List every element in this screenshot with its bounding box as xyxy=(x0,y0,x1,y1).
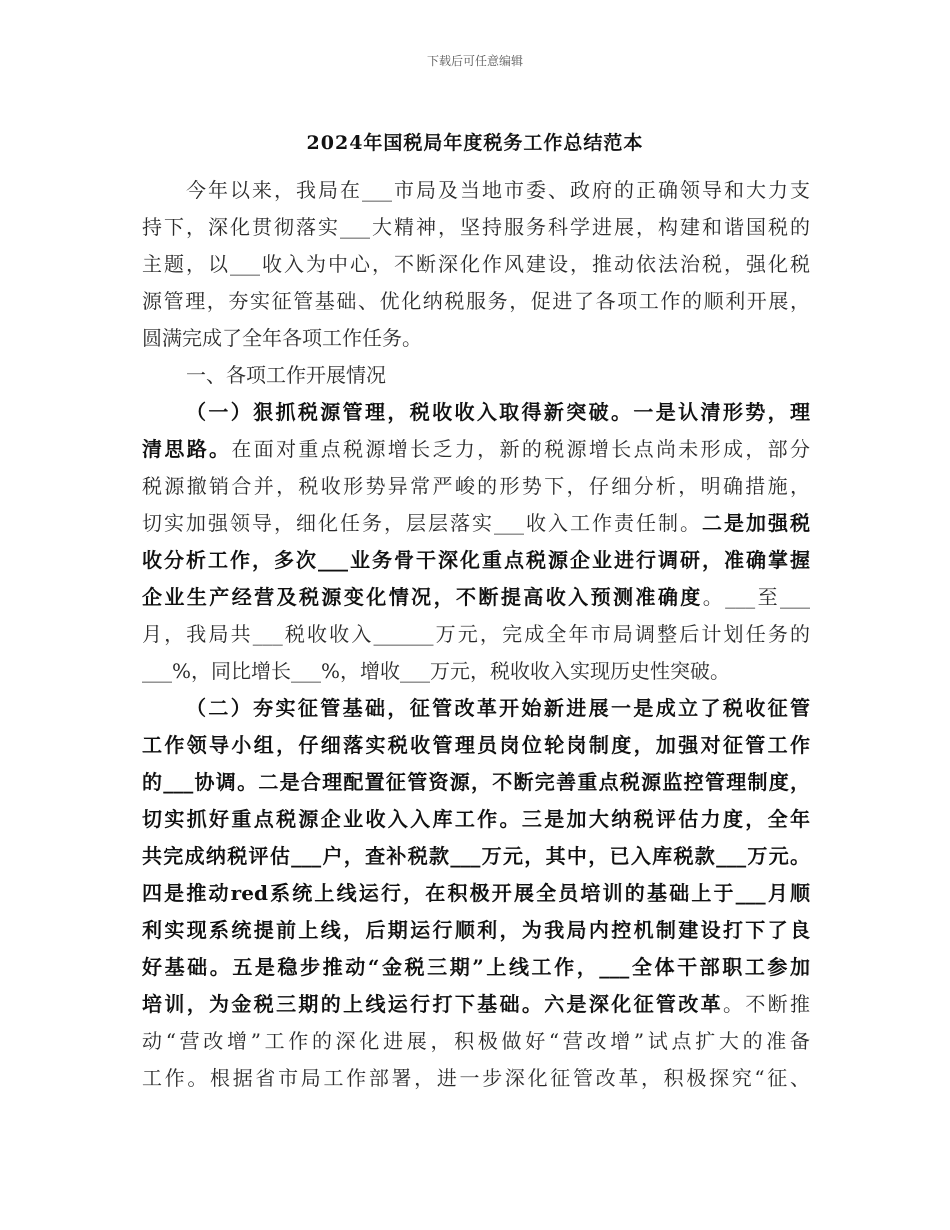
body-line: 的___协调。二是合理配置征管资源，不断完善重点税源监控管理制度， xyxy=(142,770,810,794)
body-line: 清思路。在面对重点税源增长乏力，新的税源增长点尚未形成，部分 xyxy=(142,437,811,461)
body-line: 工作。根据省市局工作部署，进一步深化征管改革，积极探究“征、 xyxy=(142,1066,810,1090)
page-header-note: 下载后可任意编辑 xyxy=(426,54,523,68)
body-line: 动“营改增”工作的深化进展，积极做好“营改增”试点扩大的准备 xyxy=(142,1029,810,1053)
body-line: （一）狠抓税源管理，税收收入取得新突破。一是认清形势，理 xyxy=(186,400,810,424)
body-line: 利实现系统提前上线，后期运行顺利，为我局内控机制建设打下了良 xyxy=(142,918,810,942)
body-line: 收分析工作，多次___业务骨干深化重点税源企业进行调研，准确掌握 xyxy=(142,548,810,572)
body-line: 源管理，夯实征管基础、优化纳税服务，促进了各项工作的顺利开展， xyxy=(142,289,810,313)
body-line: ___%，同比增长___%，增收___万元，税收收入实现历史性突破。 xyxy=(142,659,731,683)
body-line: 月，我局共___税收收入______万元，完成全年市局调整后计划任务的 xyxy=(142,622,810,646)
body-line: 好基础。五是稳步推动“金税三期”上线工作，___全体干部职工参加 xyxy=(142,955,810,979)
document-title: 2024年国税局年度税务工作总结范本 xyxy=(306,132,644,154)
body-line: 培训，为金税三期的上线运行打下基础。六是深化征管改革。不断推 xyxy=(142,992,811,1016)
body-line: 切实抓好重点税源企业收入入库工作。三是加大纳税评估力度，全年 xyxy=(142,807,810,831)
body-line: 主题，以___收入为中心，不断深化作风建设，推动依法治税，强化税 xyxy=(142,252,810,276)
body-line: 工作领导小组，仔细落实税收管理员岗位轮岗制度，加强对征管工作 xyxy=(142,733,810,757)
body-line: 四是推动red系统上线运行，在积极开展全员培训的基础上于___月顺 xyxy=(142,881,810,905)
body-line: 税源撤销合并，税收形势异常严峻的形势下，仔细分析，明确措施， xyxy=(142,474,810,498)
body-line: 共完成纳税评估___户，查补税款___万元，其中，已入库税款___万元。 xyxy=(142,844,810,868)
body-line: （二）夯实征管基础，征管改革开始新进展一是成立了税收征管 xyxy=(186,696,810,720)
section-heading: 一、各项工作开展情况 xyxy=(186,363,386,387)
body-line: 圆满完成了全年各项工作任务。 xyxy=(142,326,422,350)
body-line: 今年以来，我局在___市局及当地市委、政府的正确领导和大力支 xyxy=(186,178,810,202)
body-line: 企业生产经营及税源变化情况，不断提高收入预测准确度。___至___ xyxy=(142,585,811,609)
body-line: 持下，深化贯彻落实___大精神，坚持服务科学进展，构建和谐国税的 xyxy=(142,215,810,239)
body-line: 切实加强领导，细化任务，层层落实___收入工作责任制。二是加强税 xyxy=(142,511,810,535)
